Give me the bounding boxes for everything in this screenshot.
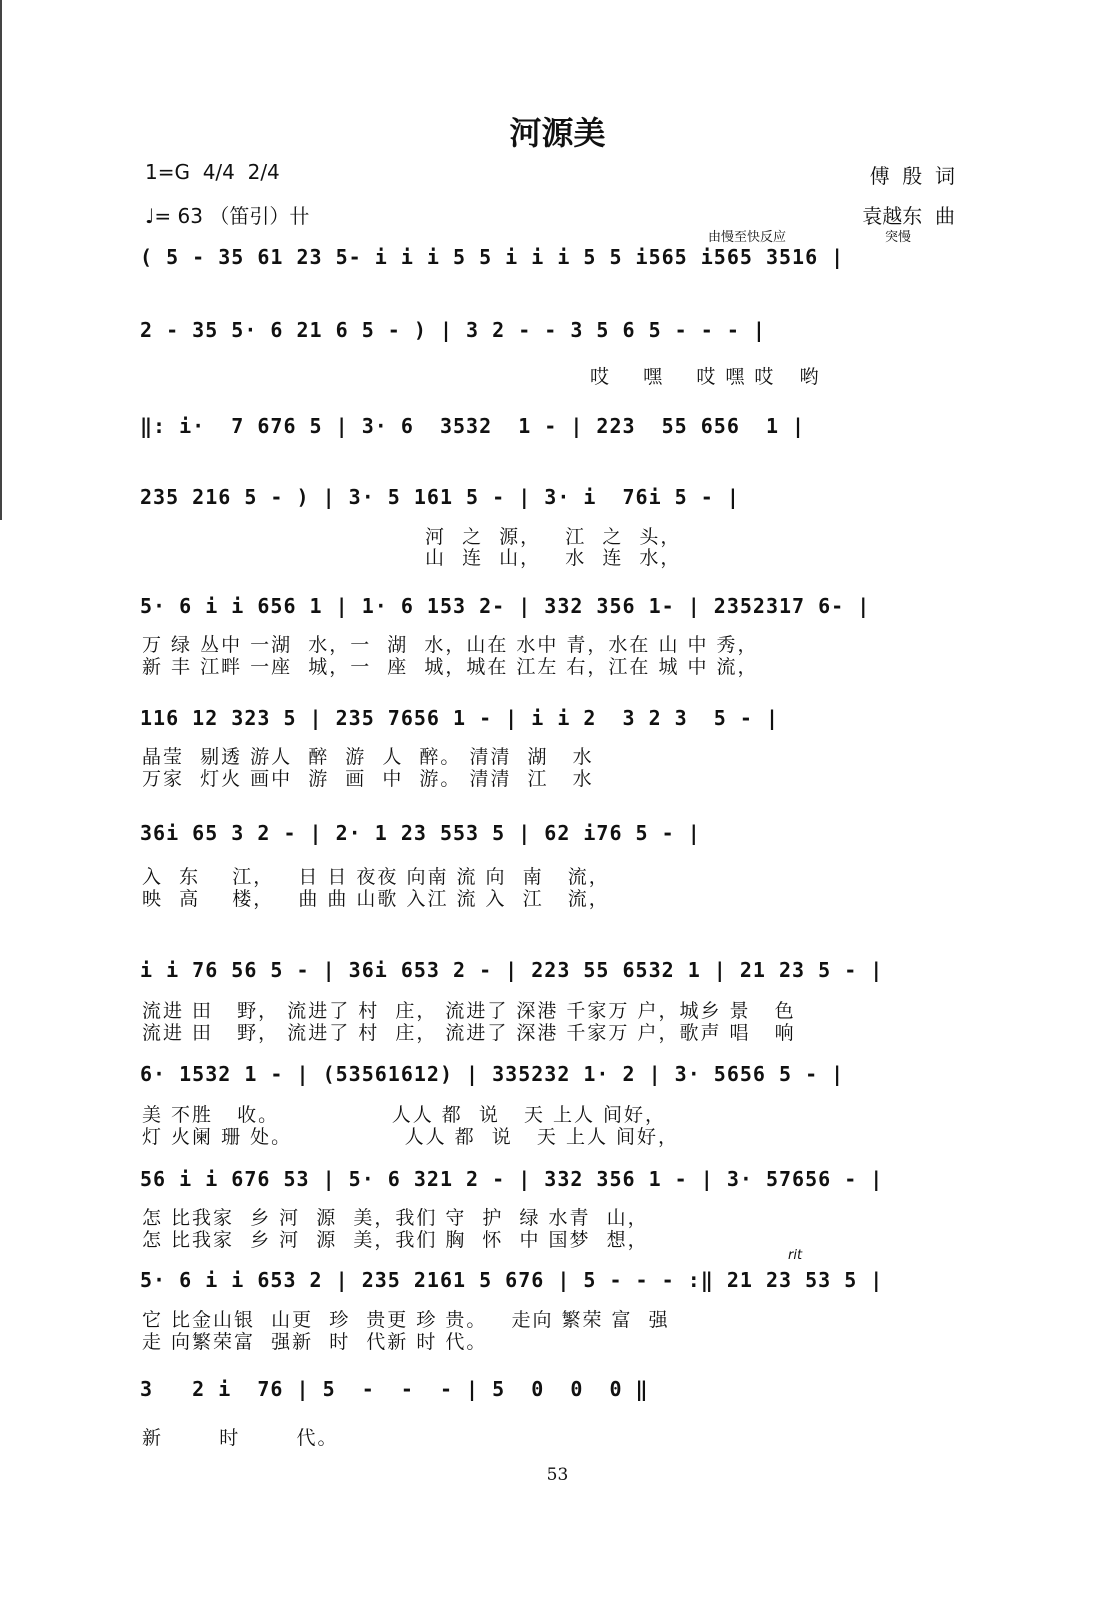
tempo-hint-gradual: 由慢至快反应 — [708, 230, 787, 245]
lyric-line-4a: 河 之 源， 江 之 头， — [425, 526, 682, 548]
notation-line-5: 5· 6 i i 656 1 | 1· 6 153 2- | 332 356 1- | 2352317 6- | — [140, 594, 871, 618]
lyricist-credit: 傅 殷 词 — [869, 164, 955, 188]
lyric-line-5b: 新 丰 江畔 一座 城，一 座 城，城在 江左 右，江在 城 中 流， — [142, 656, 759, 678]
lyric-line-9b: 灯 火阑 珊 处。 人人 都 说 天 上人 间好， — [142, 1126, 679, 1148]
notation-line-2: 2 - 35 5· 6 21 6 5 - ) | 3 2 - - 3 5 6 5 - - - | — [140, 318, 766, 342]
page-edge-line — [0, 0, 2, 520]
notation-line-12: 3 2 i 76 | 5 - - - | 5 0 0 0 ‖ — [140, 1377, 649, 1401]
notation-line-4: 235 216 5 - ) | 3· 5 161 5 - | 3· i 76i 5 - | — [140, 485, 740, 509]
tempo-hint-rit: rit — [788, 1248, 803, 1263]
notation-line-8: i i 76 56 5 - | 36i 653 2 - | 223 55 6532 1 | 21 23 5 - | — [140, 958, 884, 982]
lyric-line-6b: 万家 灯火 画中 游 画 中 游。 清清 江 水 — [142, 768, 594, 790]
notation-line-3: ‖: i· 7 676 5 | 3· 6 3532 1 - | 223 55 656 1 | — [140, 414, 806, 438]
lyric-line-10b: 怎 比我家 乡 河 源 美，我们 胸 怀 中 国梦 想， — [142, 1229, 649, 1251]
lyric-line-7a: 入 东 江， 日 日 夜夜 向南 流 向 南 流， — [142, 866, 610, 888]
lyric-line-12a: 新 时 代。 — [142, 1427, 339, 1449]
lyric-line-4b: 山 连 山， 水 连 水， — [425, 547, 682, 569]
composer-credit: 袁越东 曲 — [862, 204, 955, 228]
tempo-marking: ♩= 63 （笛引）卄 — [145, 204, 310, 228]
notation-line-9: 6· 1532 1 - | (53561612) | 335232 1· 2 | 3· 5656 5 - | — [140, 1062, 845, 1086]
key-signature: 1=G 4/4 2/4 — [145, 160, 280, 184]
lyric-line-6a: 晶莹 剔透 游人 醉 游 人 醉。 清清 湖 水 — [142, 746, 594, 768]
lyric-line-11a: 它 比金山银 山更 珍 贵更 珍 贵。 走向 繁荣 富 强 — [142, 1309, 670, 1331]
notation-line-10: 56 i i 676 53 | 5· 6 321 2 - | 332 356 1 - | 3· 57656 - | — [140, 1167, 884, 1191]
lyric-line-7b: 映 高 楼， 曲 曲 山歌 入江 流 入 江 流， — [142, 888, 610, 910]
notation-line-11: 5· 6 i i 653 2 | 235 2161 5 676 | 5 - - - :‖ 21 23 53 5 | — [140, 1268, 884, 1292]
notation-line-1: ( 5 - 35 61 23 5- i i i 5 5 i i i 5 5 i565 i565 3516 | — [140, 245, 845, 269]
notation-line-6: 116 12 323 5 | 235 7656 1 - | i i 2 3 2 3 5 - | — [140, 706, 780, 730]
lyric-line-2a: 哎 嘿 哎 嘿 哎 哟 — [590, 366, 821, 388]
lyric-line-5a: 万 绿 丛中 一湖 水，一 湖 水，山在 水中 青，水在 山 中 秀， — [142, 634, 759, 656]
notation-line-7: 36i 65 3 2 - | 2· 1 23 553 5 | 62 i76 5 - | — [140, 821, 701, 845]
lyric-line-9a: 美 不胜 收。 人人 都 说 天 上人 间好， — [142, 1104, 667, 1126]
lyric-line-11b: 走 向繁荣富 强新 时 代新 时 代。 — [142, 1331, 488, 1353]
tempo-hint-sudden: 突慢 — [885, 230, 912, 245]
song-title: 河源美 — [509, 114, 606, 152]
lyric-line-10a: 怎 比我家 乡 河 源 美，我们 守 护 绿 水青 山， — [142, 1207, 649, 1229]
lyric-line-8b: 流进 田 野， 流进了 村 庄， 流进了 深港 千家万 户，歌声 唱 响 — [142, 1022, 796, 1044]
lyric-line-8a: 流进 田 野， 流进了 村 庄， 流进了 深港 千家万 户，城乡 景 色 — [142, 1000, 796, 1022]
page-number: 53 — [546, 1465, 569, 1485]
